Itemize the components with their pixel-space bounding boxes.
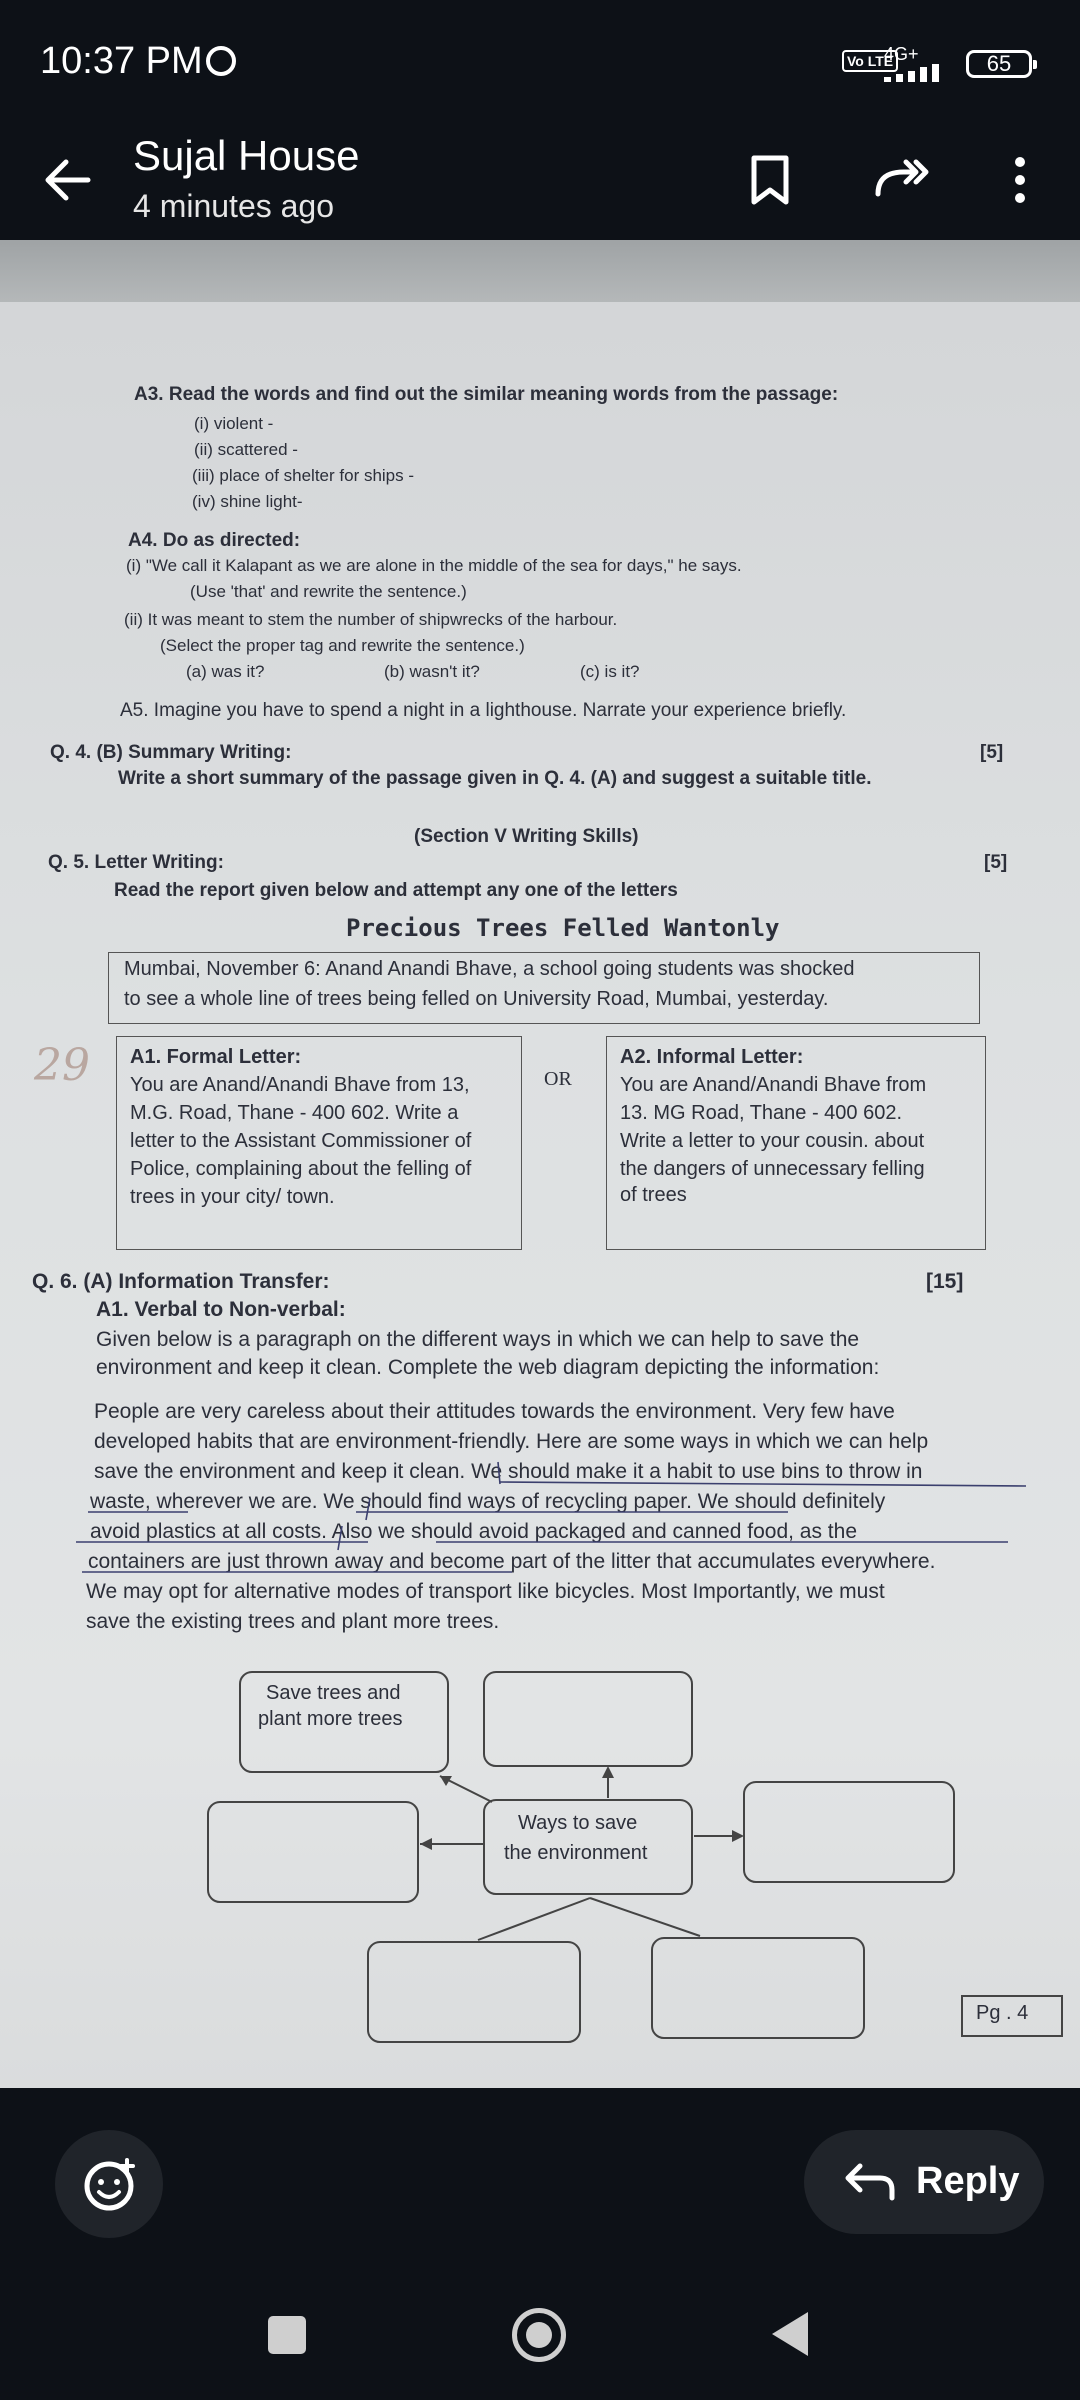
whatsapp-notification-icon: [206, 46, 236, 76]
a1-line-1: You are Anand/Anandi Bhave from 13,: [130, 1074, 470, 1096]
margin-mark: 29: [34, 1040, 90, 1091]
q5-marks: [5]: [984, 852, 1008, 873]
para-line-7: We may opt for alternative modes of transport like bicycles. Most Importantly, we must: [86, 1580, 885, 1603]
para-line-6: containers are just thrown away and become part of the litter that accumulates everywhere.: [88, 1550, 936, 1573]
bookmark-icon[interactable]: [738, 148, 802, 212]
emoji-add-icon: [55, 2130, 163, 2238]
a3-item-1: (i) violent -: [194, 414, 274, 433]
report-line-1: Mumbai, November 6: Anand Anandi Bhave, a school going students was shocked: [124, 958, 855, 980]
a4-i: (i) "We call it Kalapant as we are alone in the middle of the sea for days," he says.: [126, 556, 742, 575]
a4-ii: (ii) It was meant to stem the number of shipwrecks of the harbour.: [124, 610, 618, 629]
emoji-reaction-button[interactable]: [55, 2130, 163, 2238]
q4b-text: Write a short summary of the passage given in Q. 4. (A) and suggest a suitable title.: [118, 768, 872, 789]
status-time: 10:37 PM: [40, 40, 203, 82]
a2-line-1: You are Anand/Anandi Bhave from: [620, 1074, 927, 1096]
web-center-line-2: the environment: [504, 1842, 648, 1864]
web-box-1-line-1: Save trees and: [266, 1682, 401, 1704]
q5-text: Read the report given below and attempt any one of the letters: [114, 880, 678, 901]
or-label: OR: [544, 1068, 572, 1090]
para-line-2: developed habits that are environment-friendly. Here are some ways in which we can help: [94, 1430, 929, 1453]
reply-button[interactable]: [804, 2130, 1044, 2234]
a3-item-3: (iii) place of shelter for ships -: [192, 466, 415, 485]
exam-paper-photo: [0, 302, 1080, 2088]
a1-line-5: trees in your city/ town.: [130, 1186, 335, 1208]
forward-icon[interactable]: [870, 148, 934, 212]
status-bar: [0, 0, 1080, 120]
a2-title: A2. Informal Letter:: [620, 1046, 804, 1068]
para-line-4: waste, wherever we are. We should find ways of recycling paper. We should definitely: [90, 1490, 886, 1513]
system-back-button[interactable]: [772, 2312, 808, 2356]
q4b-marks: [5]: [980, 742, 1004, 763]
battery-icon: 65: [966, 50, 1032, 78]
q6-intro-2: environment and keep it clean. Complete the web diagram depicting the information:: [96, 1356, 880, 1379]
timestamp: 4 minutes ago: [133, 188, 335, 224]
para-line-5: avoid plastics at all costs. Also we should avoid packaged and canned food, as the: [90, 1520, 857, 1543]
q6-title: Q. 6. (A) Information Transfer:: [32, 1270, 330, 1293]
q4b-title: Q. 4. (B) Summary Writing:: [50, 742, 292, 763]
a2-line-2: 13. MG Road, Thane - 400 602.: [620, 1102, 903, 1124]
image-viewer[interactable]: [0, 240, 1080, 2088]
home-button[interactable]: [512, 2308, 566, 2362]
sender-name[interactable]: Sujal House: [133, 132, 360, 179]
a2-line-4: the dangers of unnecessary felling: [620, 1158, 925, 1180]
signal-icon: [884, 64, 954, 82]
web-center-line-1: Ways to save: [518, 1812, 638, 1834]
recent-apps-button[interactable]: [268, 2316, 306, 2354]
back-arrow-icon[interactable]: [38, 150, 98, 210]
a4-title: A4. Do as directed:: [128, 530, 301, 551]
more-options-icon[interactable]: [988, 148, 1052, 212]
a4-i-note: (Use 'that' and rewrite the sentence.): [190, 582, 467, 601]
volte-badge: Vo LTE: [842, 50, 898, 72]
q5-title: Q. 5. Letter Writing:: [48, 852, 224, 873]
web-box-1-line-2: plant more trees: [258, 1708, 403, 1730]
page-number: Pg . 4: [976, 2002, 1029, 2024]
q6-intro-1: Given below is a paragraph on the different ways in which we can help to save the: [96, 1328, 860, 1351]
q6-marks: [15]: [926, 1270, 964, 1293]
a4-option-b: (b) wasn't it?: [384, 662, 480, 681]
a3-item-4: (iv) shine light-: [192, 492, 303, 511]
para-line-8: save the existing trees and plant more trees.: [86, 1610, 500, 1633]
section-v-heading: (Section V Writing Skills): [414, 826, 639, 847]
para-line-3: save the environment and keep it clean. We should make it a habit to use bins to throw in: [94, 1460, 923, 1483]
a4-ii-note: (Select the proper tag and rewrite the sentence.): [160, 636, 525, 655]
a3-title: A3. Read the words and find out the similar meaning words from the passage:: [134, 384, 839, 405]
a4-option-c: (c) is it?: [580, 662, 640, 681]
a5-text: A5. Imagine you have to spend a night in a lighthouse. Narrate your experience briefly.: [120, 700, 847, 721]
a1-line-3: letter to the Assistant Commissioner of: [130, 1130, 472, 1152]
a1-line-4: Police, complaining about the felling of: [130, 1158, 472, 1180]
report-line-2: to see a whole line of trees being felled on University Road, Mumbai, yesterday.: [124, 988, 829, 1010]
report-heading: Precious Trees Felled Wantonly: [346, 914, 780, 942]
q6-a1: A1. Verbal to Non-verbal:: [96, 1298, 346, 1321]
para-line-1: People are very careless about their attitudes towards the environment. Very few have: [94, 1400, 895, 1423]
app-bar: [0, 120, 1080, 240]
a3-item-2: (ii) scattered -: [194, 440, 298, 459]
network-type: 4G+: [884, 44, 919, 64]
a1-title: A1. Formal Letter:: [130, 1046, 302, 1068]
reply-arrow-icon: [842, 2160, 898, 2204]
a2-line-5: of trees: [620, 1184, 687, 1206]
a2-line-3: Write a letter to your cousin. about: [620, 1130, 925, 1152]
a1-line-2: M.G. Road, Thane - 400 602. Write a: [130, 1102, 459, 1124]
a4-option-a: (a) was it?: [186, 662, 265, 681]
reply-label: Reply: [916, 2160, 1020, 2202]
